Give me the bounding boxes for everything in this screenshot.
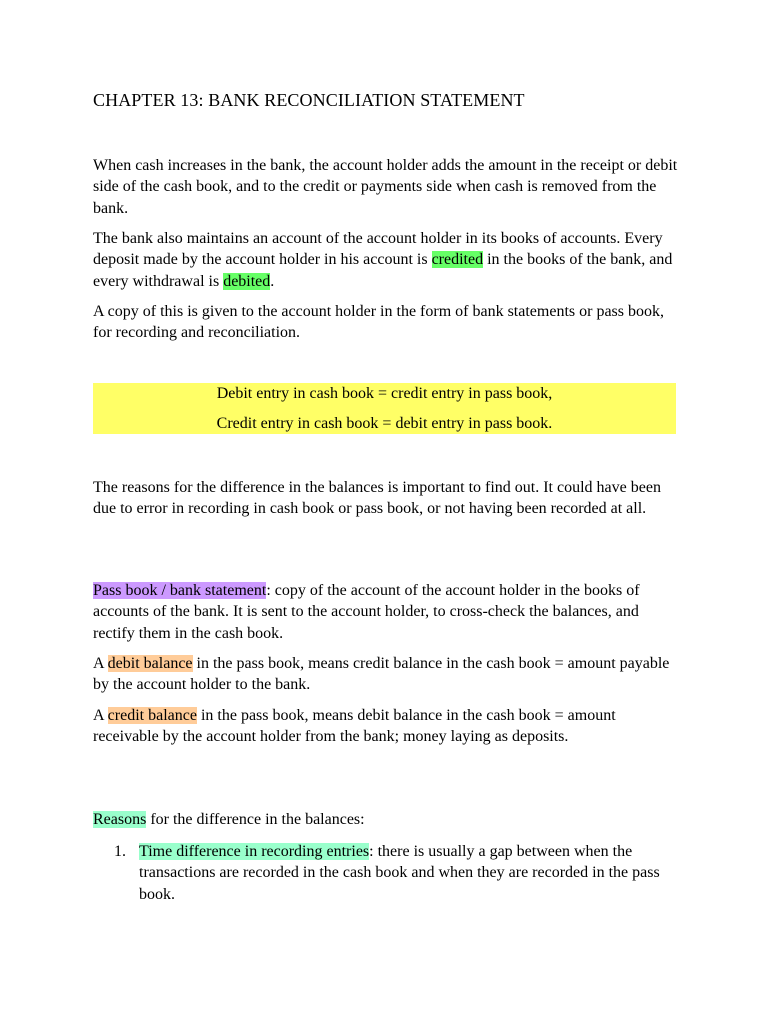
paragraph-text: : copy of the account of the account holder in the books of accounts of the bank. It is sent to the account holder, to cross-check the balances, and rectify them in the cash book. — [93, 582, 640, 642]
paragraph-credit-balance — [93, 705, 683, 748]
paragraph-cash-increase: When cash increases in the bank, the account holder adds the amount in the receipt or debit side of the cash book, and to the credit or payments side when cash is removed from the bank. — [93, 157, 678, 217]
highlight-box-line-1: Debit entry in cash book = credit entry in pass book, — [216, 385, 553, 402]
highlight-debit-balance: debit balance — [107, 655, 193, 672]
highlight-debited: debited — [223, 272, 271, 290]
paragraph-reasons-intro: The reasons for the difference in the balances is important to find out. It could have been due to error in recording in cash book or pass book, or not having been recorded at all. — [93, 479, 661, 518]
paragraph-text: . — [270, 272, 275, 290]
paragraph-pass-book — [93, 580, 683, 644]
list-item — [139, 841, 684, 905]
paragraph-text: for the difference in the balances: — [146, 811, 365, 828]
highlight-credited: credited — [431, 251, 484, 269]
paragraph-debit-balance — [93, 653, 683, 696]
highlight-reasons: Reasons — [93, 811, 147, 828]
paragraph-text: in the books of the bank, and every withdrawal is — [93, 251, 673, 290]
highlight-credit-balance: credit balance — [107, 707, 197, 724]
paragraph-text: in the pass book, means debit balance in the cash book = amount receivable by the account holder from the bank; money laying as deposits. — [93, 707, 616, 746]
paragraph-text: in the pass book, means credit balance in the cash book = amount payable by the account holder to the bank. — [93, 655, 670, 694]
highlight-time-difference: Time difference in recording entries — [139, 843, 370, 860]
list-item-number: 1. — [114, 843, 126, 860]
paragraph-bank-account — [93, 228, 683, 292]
highlight-box-line-2: Credit entry in cash book = debit entry in pass book. — [216, 415, 553, 432]
highlight-box — [93, 383, 676, 434]
paragraph-reasons-heading — [93, 809, 683, 830]
chapter-title: CHAPTER 13: BANK RECONCILIATION STATEMENT — [93, 90, 525, 110]
paragraph-copy: A copy of this is given to the account holder in the form of bank statements or pass book, for recording and reconciliation. — [93, 303, 664, 342]
list-item-text: : there is usually a gap between when the transactions are recorded in the cash book and when they are recorded in the pass book. — [139, 843, 660, 903]
paragraph-text: The bank also maintains an account of the account holder in its books of accounts. Every deposit made by the account holder in his account is — [93, 230, 663, 269]
paragraph-text: A — [93, 707, 108, 724]
paragraph-text: A — [93, 655, 108, 672]
highlight-pass-book: Pass book / bank statement — [93, 582, 267, 599]
